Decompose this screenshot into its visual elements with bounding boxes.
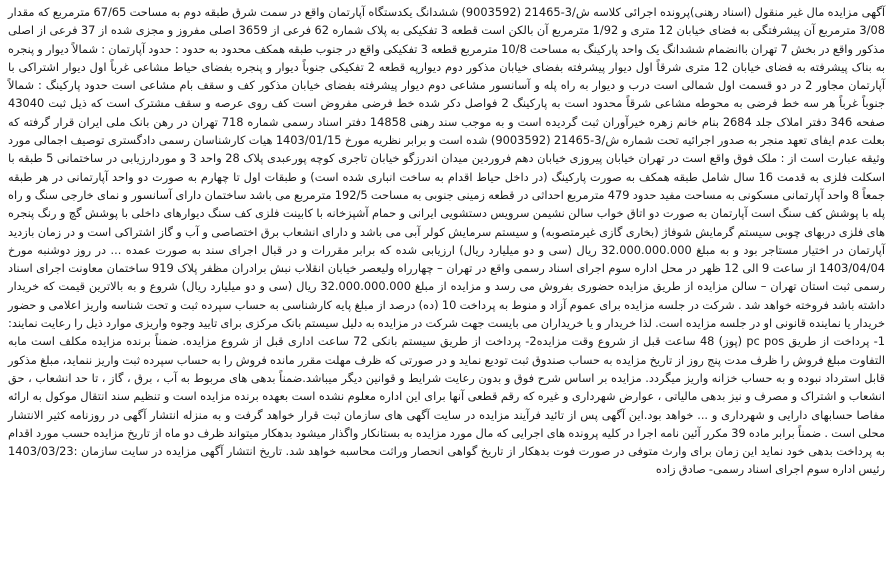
- notice-text: آگهی مزایده مال غیر منقول (اسناد رهنی)پرونده اجرائی کلاسه ش/3-21465 (9003592) ششدانگ یکدستگاه آپارتمان واقع در سمت شرق طبقه دوم به مساحت 67/65 مترمربع که مقدار 3/08 مترمربع آن پیشرفتگی به فضای خیابان 12 متری و 1/92 مترمربع آن بالکن است قطعه 3 تفکیکی به پلاک شماره 62 فرعی از 3659 اصلی مفروز و مجزی شده از 37 فرعی از اصلی مذکور واقع در بخش 7 تهران باانضمام ششدانگ یک واحد پارکینگ به مساحت 10/8 مترمربع قطعه 3 تفکیکی واقع در جنوب طبقه همکف محدود به حدود : حدود آپارتمان : شمالاً دیوار و پنجره به بناک پیشرفته به فضای خیابان 12 متری شرقاً اول دیوار پیشرفته بفضای خیابان مذکور دوم دیوارپه قطعه 2 تفکیکی جنوباً دیوار و پنجره بفضای حیاط مشاعی غرباً اول دیوار اشتراکی با آپارتمان مجاور 2 در دو قسمت اول شمالی است درب و دیوار به راه پله و آسانسور مشاعی دوم دیوار پیشرفته بفضای خیابان مذکور کف و سقف بام مشاعی است حدود پارکینگ : شمالاً جنوباً غرباً هر سه خط فرضی به محوطه مشاعی شرقاً محدود است به پارکینگ 2 فواصل دکر شده خط فرضی مفروض است کف روی عرصه و سقف مشترک است که ذیل ثبت 43040 صفحه 346 دفتر املاک جلد 2684 بنام خانم زهره خیرآوران ثبت گردیده است و به موجب سند رهنی 14858 دفتر اسناد رسمی شماره 718 تهران در رهن بانک ملی ایران قرار گرفته که بعلت عدم ایفای تعهد منجر به صدور اجرائیه تحت شماره ش/3-21465 (9003592) شده است و برابر نظریه مورخ 1403/01/15 هیات کارشناسان رسمی دادگستری توصیف اجمالی مورد وثیقه عبارت است از : ملک فوق واقع است در تهران خیابان پیروزی خیابان دهم فروردین میدان اندرزگو خیابان تاجری کوچه پورعبدی پلاک 28 واحد 3 و موردارزیابی در ساختمانی 5 طبقه با اسکلت فلزی به قدمت 16 سال شامل طبقه همکف به صورت پارکینگ (در داخل حیاط اقدام به ساخت انباری شده است) و طبقات اول تا چهارم به صورت دو واحد آپارتمانی در هر طبقه جمعاً 8 واحد آپارتمانی مسکونی به مساحت مفید حدود 479 مترمربع احداثی در قطعه زمینی جنوبی به مساحت 192/5 مترمربع می باشد ساختمان دارای آسانسور و نمای خارجی سنگ و راه پله با پوشش کف سنگ است آپارتمان به صورت دو اتاق خواب سالن نشیمن سرویس دستشویی ایرانی و حمام آشپزخانه با کابینت فلزی کف سنگ دیوارهای داخلی با پوشش گچ و رنگ پنجره های فلزی دربهای چوبی سیستم گرمایش شوفاژ (بخاری گازی غیرمتصوبه) و سیستم سرمایش کولر آبی می باشد و دارای انشعاب برق اختصاصی و آب و گاز اشتراکی است و در زمان بازدید آپارتمان در اختیار مستاجر بود و به مبلغ 32.000.000.000 ریال (سی و دو میلیارد ریال) ارزیابی شده که برابر مقررات و در قبال اجرای سند به صورت عمده ... در روز دوشنبه مورخ 1403/04/04 از ساعت 9 الی 12 ظهر در محل اداره سوم اجرای اسناد رسمی واقع در تهران – چهارراه ولیعصر خیابان انقلاب نبش برادران مظفر پلاک 919 ساختمان معاونت اجرای اسناد رسمی ثبت استان تهران – سالن مزایده از طریق مزایده حضوری بفروش می رسد و مزایده از مبلغ 32.000.000.000 ریال (سی و دو میلیارد ریال) شروع و به بالاترین قیمت که خریدار داشته باشد فروخته خواهد شد . شرکت در جلسه مزایده برای عموم آزاد و منوط به پرداخت 10 (ده) درصد از مبلغ پایه کارشناسی به حساب سپرده ثبت و تحت شناسه واریز اعلامی و حضور خریدار یا نماینده قانونی او در جلسه مزایده است. لذا خریدار و یا خریداران می بایست جهت شرکت در مزایده به دلیل سیستم بانک مرکزی برای تایید وجوه واریزی موارد ذیل را رعایت نمایند: 1- پرداخت از طریق pc pos (پوز) 48 ساعت قبل از شروع وقت مزایده2- پرداخت از طریق سیستم بانکی 72 ساعت اداری قبل از شروع مزایده. ضمناً برنده مزایده مکلف است مابه التفاوت مبلغ فروش را ظرف مدت پنج روز از تاریخ مزایده به حساب صندوق ثبت تودیع نماید و در صورتی که ظرف مهلت مقرر مانده فروش را به حساب سپرده ثبت واریز ننماید، مبلغ مذکور قابل استرداد نبوده و به حساب خزانه واریز میگردد. مزایده بر اساس شرح فوق و بدون رعایت شرایط و قوانین دیگر میباشد.ضمناً بدهی های مربوط به آب ، برق ، گاز ، تا حد انشعاب ، حق انشعاب و اشتراک و مصرف و نیز بدهی مالیاتی ، عوارض شهرداری و غیره که رقم قطعی آنها برای این اداره معلوم نشده است بعهده برنده مزایده است و تنظیم سند انتقال موکول به ارائه مفاصا حسابهای دارایی و شهرداری و ... خواهد بود.این آگهی پس از تائید فرآیند مزایده در سایت آگهی های سازمان ثبت قرار خواهد گرفت و به منزله انتشار آگهی در روزنامه کثیر الانتشار محلی است . ضمناً برابر ماده 39 مکرر آئین نامه اجرا در کلیه پرونده های اجرایی که مال مورد مزایده به بستانکار واگذار میشود بدهکار میتواند ظرف دو ماه از تاریخ مزایده حسب مورد اقدام به پرداخت بدهی خود نماید این زمان برای وارث متوفی در صورت فوت بدهکار از تاریخ گواهی انحصار وراثت محاسبه خواهد شد. تاریخ انتشار آگهی مزایده در سایت سازمان :1403/03/23 رئیس اداره سوم اجرای اسناد رسمی- صادق زاده: [8, 5, 886, 477]
